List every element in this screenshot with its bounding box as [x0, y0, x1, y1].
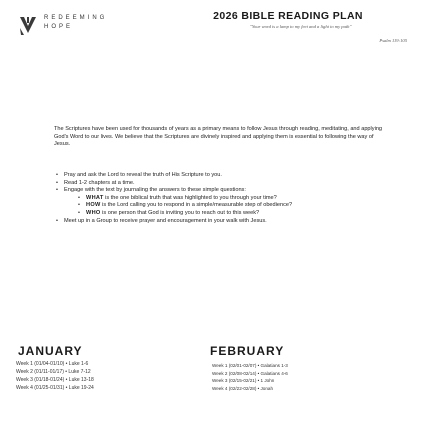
- question-text: is the one biblical truth that was highlighted to you through your time?: [105, 194, 277, 201]
- month-heading-february: FEBRUARY: [210, 344, 285, 358]
- verse-reference: Psalm 119:105: [379, 37, 407, 43]
- step-meet: • Meet up in a Group to receive prayer and encouragement in your walk with Jesus.: [56, 218, 386, 226]
- week-row: Week 1 (02/01-02/07) • Galatians 1-3: [212, 363, 288, 368]
- step-engage-text: Engage with the text by journaling the answers to these simple questions:: [64, 187, 246, 194]
- reading-steps-list: [56, 172, 386, 225]
- january-weeks: [16, 360, 206, 392]
- week-row: Week 1 (01/04-01/10) • Luke 1-6: [16, 361, 89, 367]
- logo-text-line1: REDEEMING: [44, 15, 108, 21]
- question-keyword: HOW: [86, 202, 101, 209]
- step-read: • Read 1-2 chapters at a time.: [56, 180, 386, 188]
- week-row: Week 2 (01/11-01/17) • Luke 7-12: [16, 369, 91, 375]
- step-engage: [56, 187, 386, 217]
- redeeming-hope-logo-icon: [18, 14, 38, 36]
- question-keyword: WHO: [86, 209, 101, 216]
- page-title: 2026 BIBLE READING PLAN: [213, 10, 363, 22]
- week-row: Week 3 (01/18-01/24) • Luke 13-18: [16, 377, 94, 383]
- step-pray: • Pray and ask the Lord to reveal the truth of His Scripture to you.: [56, 172, 386, 180]
- logo: [18, 14, 128, 40]
- question-who: [64, 210, 386, 218]
- month-heading-january: JANUARY: [18, 344, 83, 358]
- week-row: Week 4 (02/22-02/28) • Jonah: [212, 385, 274, 391]
- question-what: [64, 195, 386, 203]
- question-keyword: WHAT: [86, 194, 104, 201]
- intro-paragraph: The Scriptures have been used for thousands of years as a primary means to follow Jesus through reading, meditating, and applying God's Word to our lives. We believe that the Scriptures are divinely inspired and applying them is essential to following the way of Jesus.: [54, 126, 383, 148]
- week-row: Week 2 (02/08-02/14) • Galatians 4-6: [212, 370, 288, 376]
- logo-text-line2: HOPE: [44, 24, 74, 30]
- question-how: [64, 202, 386, 210]
- week-row: Week 4 (01/25-01/31) • Luke 19-24: [16, 385, 94, 391]
- header-verse: [250, 24, 415, 43]
- verse-quote: "Your word is a lamp to my feet and a light to my path": [250, 24, 352, 29]
- february-weeks: [212, 362, 412, 392]
- question-text: is the Lord calling you to respond in a simple/measurable step of obedience?: [102, 202, 293, 209]
- question-text: is one person that God is inviting you to reach out to this week?: [102, 209, 260, 216]
- week-row: Week 3 (02/15-02/21) • 1 John: [212, 378, 275, 384]
